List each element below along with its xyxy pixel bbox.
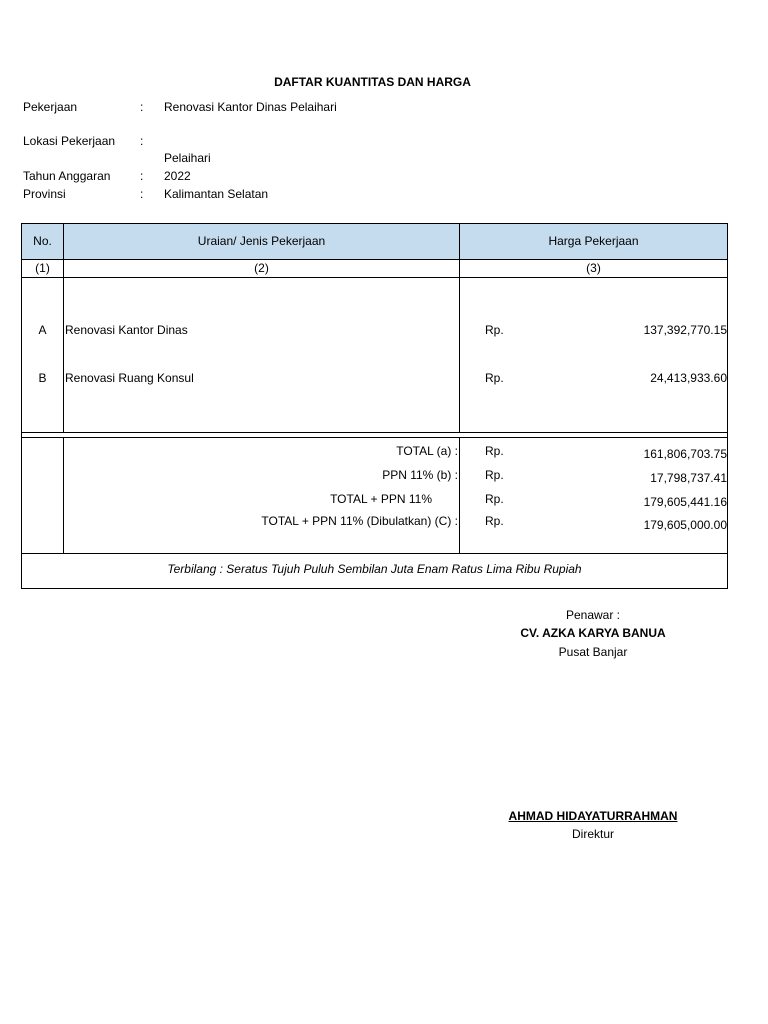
company-location: Pusat Banjar <box>558 645 628 659</box>
info-value-pekerjaan: Renovasi Kantor Dinas Pelaihari <box>164 100 337 114</box>
page-title: DAFTAR KUANTITAS DAN HARGA <box>274 75 471 89</box>
item-uraian: Renovasi Kantor Dinas <box>65 323 188 337</box>
header-uraian: Uraian/ Jenis Pekerjaan <box>197 234 326 248</box>
info-label-provinsi: Provinsi <box>23 187 66 201</box>
total-ppn-amount: 179,605,441.16 <box>643 495 727 509</box>
price-table <box>21 223 728 589</box>
item-currency: Rp. <box>485 323 504 337</box>
subheader-harga: (3) <box>586 261 601 275</box>
item-no: A <box>38 323 47 337</box>
item-amount: 137,392,770.15 <box>643 323 727 337</box>
total-amount: 161,806,703.75 <box>643 447 727 461</box>
item-currency: Rp. <box>485 371 504 385</box>
terbilang-text: Terbilang : Seratus Tujuh Puluh Sembilan Juta Enam Ratus Lima Ribu Rupiah <box>167 562 582 576</box>
table-divider <box>459 224 460 432</box>
total-label: TOTAL (a) : <box>396 444 458 458</box>
item-no: B <box>38 371 47 385</box>
table-divider <box>63 224 64 432</box>
info-label-lokasi: Lokasi Pekerjaan <box>23 134 116 148</box>
total-ppn-label: TOTAL + PPN 11% <box>330 492 432 506</box>
info-label-tahun: Tahun Anggaran <box>23 169 111 183</box>
header-harga: Harga Pekerjaan <box>548 234 639 248</box>
info-value-tahun: 2022 <box>164 169 191 183</box>
subheader-no: (1) <box>35 261 50 275</box>
table-rule <box>22 259 727 260</box>
rounded-total-label: TOTAL + PPN 11% (Dibulatkan) (C) : <box>261 514 458 528</box>
table-divider <box>459 437 460 553</box>
table-rule <box>22 553 727 554</box>
rounded-total-currency: Rp. <box>485 514 504 528</box>
signer-position: Direktur <box>571 827 614 841</box>
info-value-provinsi: Kalimantan Selatan <box>164 187 269 201</box>
penawar-label: Penawar : <box>565 608 621 622</box>
info-colon: : <box>140 187 144 201</box>
item-amount: 24,413,933.60 <box>650 371 727 385</box>
info-label-pekerjaan: Pekerjaan <box>23 100 78 114</box>
table-rule <box>22 277 727 278</box>
ppn-amount: 17,798,737.41 <box>650 471 727 485</box>
company-name: CV. AZKA KARYA BANUA <box>520 626 666 640</box>
signer-name: AHMAD HIDAYATURRAHMAN <box>508 809 678 823</box>
subheader-uraian: (2) <box>254 261 269 275</box>
info-colon: : <box>140 134 144 148</box>
total-ppn-currency: Rp. <box>485 492 504 506</box>
ppn-currency: Rp. <box>485 468 504 482</box>
table-rule <box>22 437 727 438</box>
rounded-total-amount: 179,605,000.00 <box>643 518 727 532</box>
item-uraian: Renovasi Ruang Konsul <box>65 371 194 385</box>
info-colon: : <box>140 100 144 114</box>
ppn-label: PPN 11% (b) : <box>382 468 458 482</box>
header-no: No. <box>33 234 52 248</box>
table-rule <box>22 432 727 433</box>
total-currency: Rp. <box>485 444 504 458</box>
info-colon: : <box>140 169 144 183</box>
info-value-lokasi: Pelaihari <box>164 151 211 165</box>
